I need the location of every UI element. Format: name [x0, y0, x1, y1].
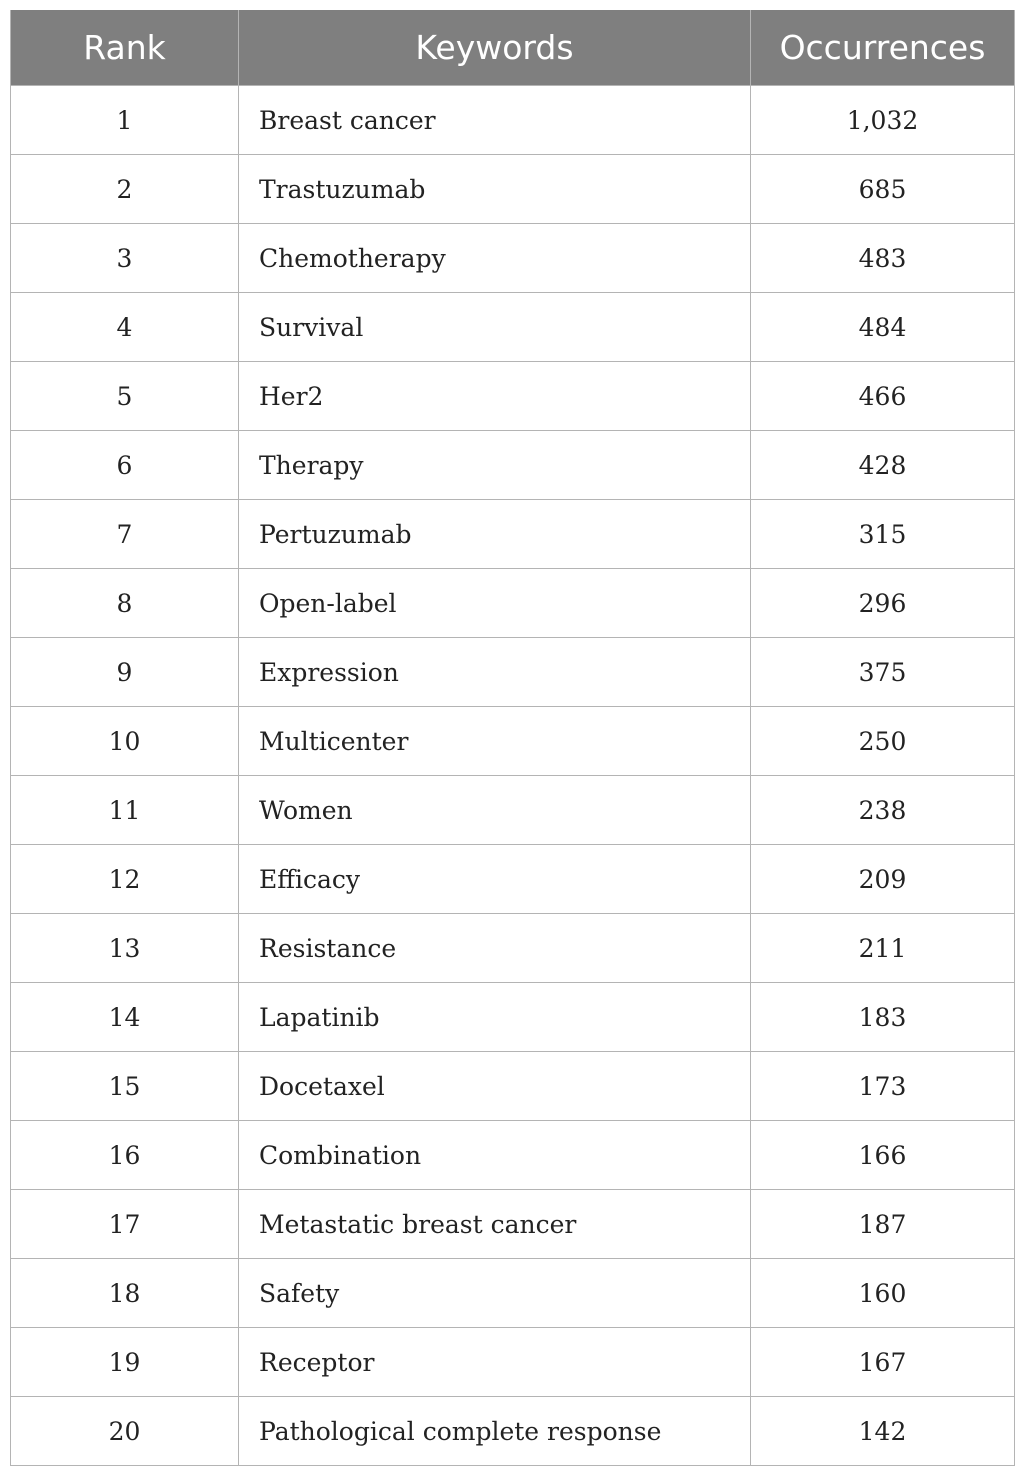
occurrences-cell: 484 [751, 293, 1015, 362]
rank-cell: 11 [11, 776, 239, 845]
occurrences-cell: 238 [751, 776, 1015, 845]
rank-cell: 9 [11, 638, 239, 707]
rank-cell: 18 [11, 1259, 239, 1328]
table-row [11, 1328, 1015, 1397]
occurrences-cell: 315 [751, 500, 1015, 569]
table-body [11, 86, 1015, 1466]
rank-cell: 12 [11, 845, 239, 914]
occurrences-cell: 211 [751, 914, 1015, 983]
occurrences-cell: 483 [751, 224, 1015, 293]
keyword-cell: Pertuzumab [239, 500, 751, 569]
keyword-cell: Her2 [239, 362, 751, 431]
table-row [11, 86, 1015, 155]
rank-cell: 19 [11, 1328, 239, 1397]
keywords-table [10, 10, 1015, 1466]
keyword-cell: Safety [239, 1259, 751, 1328]
table-row [11, 983, 1015, 1052]
rank-cell: 3 [11, 224, 239, 293]
occurrences-cell: 428 [751, 431, 1015, 500]
occurrences-cell: 685 [751, 155, 1015, 224]
rank-cell: 10 [11, 707, 239, 776]
table-row [11, 638, 1015, 707]
rank-cell: 1 [11, 86, 239, 155]
occurrences-cell: 183 [751, 983, 1015, 1052]
table-row [11, 431, 1015, 500]
table-row [11, 707, 1015, 776]
header-row [11, 10, 1015, 86]
keyword-cell: Metastatic breast cancer [239, 1190, 751, 1259]
table-row [11, 1190, 1015, 1259]
keyword-cell: Pathological complete response [239, 1397, 751, 1466]
rank-cell: 7 [11, 500, 239, 569]
occurrences-cell: 466 [751, 362, 1015, 431]
occurrences-cell: 167 [751, 1328, 1015, 1397]
keyword-cell: Open-label [239, 569, 751, 638]
keyword-cell: Multicenter [239, 707, 751, 776]
rank-cell: 17 [11, 1190, 239, 1259]
table-row [11, 500, 1015, 569]
table-row [11, 293, 1015, 362]
rank-cell: 20 [11, 1397, 239, 1466]
header-rank: Rank [11, 10, 239, 86]
rank-cell: 5 [11, 362, 239, 431]
table-row [11, 224, 1015, 293]
header-occurrences: Occurrences [751, 10, 1015, 86]
table-row [11, 1397, 1015, 1466]
table-row [11, 1121, 1015, 1190]
table-row [11, 776, 1015, 845]
keyword-cell: Women [239, 776, 751, 845]
occurrences-cell: 142 [751, 1397, 1015, 1466]
occurrences-cell: 166 [751, 1121, 1015, 1190]
keyword-cell: Receptor [239, 1328, 751, 1397]
table-row [11, 914, 1015, 983]
table-row [11, 569, 1015, 638]
occurrences-cell: 1,032 [751, 86, 1015, 155]
rank-cell: 8 [11, 569, 239, 638]
keyword-cell: Chemotherapy [239, 224, 751, 293]
rank-cell: 4 [11, 293, 239, 362]
rank-cell: 13 [11, 914, 239, 983]
table-row [11, 1259, 1015, 1328]
keyword-cell: Lapatinib [239, 983, 751, 1052]
keyword-cell: Resistance [239, 914, 751, 983]
keyword-cell: Docetaxel [239, 1052, 751, 1121]
rank-cell: 2 [11, 155, 239, 224]
occurrences-cell: 160 [751, 1259, 1015, 1328]
rank-cell: 15 [11, 1052, 239, 1121]
table-row [11, 1052, 1015, 1121]
occurrences-cell: 187 [751, 1190, 1015, 1259]
keyword-cell: Breast cancer [239, 86, 751, 155]
occurrences-cell: 375 [751, 638, 1015, 707]
keyword-cell: Trastuzumab [239, 155, 751, 224]
keyword-cell: Combination [239, 1121, 751, 1190]
table-header [11, 10, 1015, 86]
table-row [11, 155, 1015, 224]
keyword-cell: Expression [239, 638, 751, 707]
occurrences-cell: 250 [751, 707, 1015, 776]
rank-cell: 14 [11, 983, 239, 1052]
table-row [11, 362, 1015, 431]
rank-cell: 6 [11, 431, 239, 500]
occurrences-cell: 173 [751, 1052, 1015, 1121]
table-row [11, 845, 1015, 914]
header-keywords: Keywords [239, 10, 751, 86]
rank-cell: 16 [11, 1121, 239, 1190]
keyword-cell: Survival [239, 293, 751, 362]
occurrences-cell: 296 [751, 569, 1015, 638]
keyword-cell: Efficacy [239, 845, 751, 914]
keyword-cell: Therapy [239, 431, 751, 500]
occurrences-cell: 209 [751, 845, 1015, 914]
